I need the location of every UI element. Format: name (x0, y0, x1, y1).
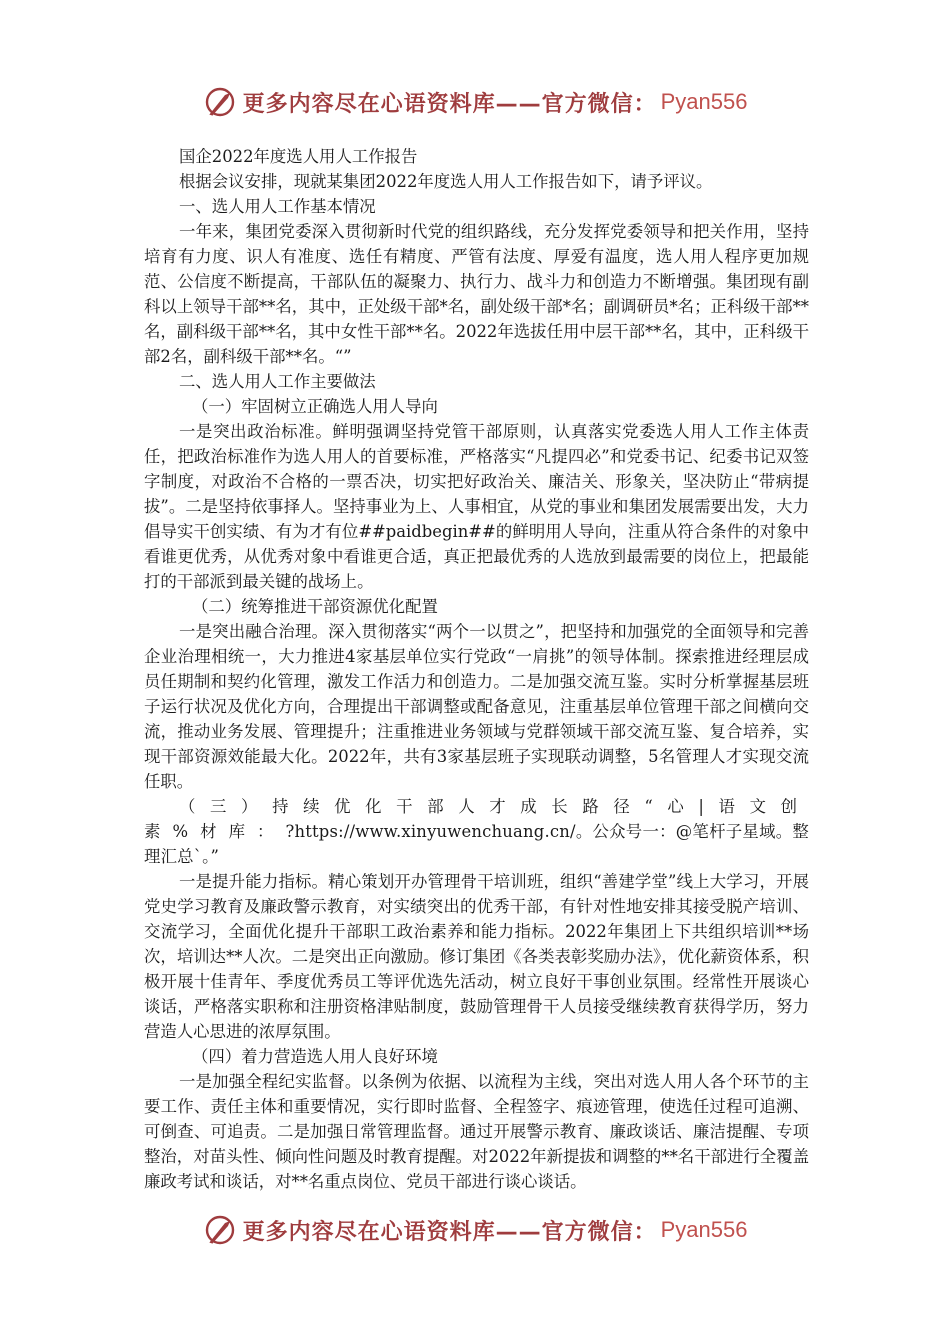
section-heading-1: 一、选人用人工作基本情况 (179, 197, 376, 216)
pen-circle-logo-icon (203, 85, 237, 119)
paragraph-3: 一是突出融合治理。深入贯彻落实“两个一以贯之”，把坚持和加强党的全面领导和完善企业治理相统一，大力推进4家基层单位实行党政“一肩挑”的领导体制。探索推进经理层成员任期制和契约化管理，激发工作活力和创造力。二是加强交流互鉴。实时分析掌握基层班子运行状况及优化方向，合理提出干部调整或配备意见，注重基层单位管理干部之间横向交流，推动业务发展、管理提升；注重推进业务领域与党群领域干部交流互鉴、复合培养，实现干部资源效能最大化。2022年，共有3家基层班子实现联动调整，5名管理人才实现交流任职。 (144, 622, 809, 791)
footer-banner (0, 1208, 950, 1252)
subsection-heading-3 (144, 794, 809, 869)
header-banner (0, 80, 950, 124)
banner-text: 更多内容尽在心语资料库——官方微信： (242, 91, 657, 117)
banner-wechat-id: Pyan556 (660, 1217, 748, 1242)
pen-circle-logo-icon (203, 1213, 237, 1247)
subsection-heading-3-b: ?https://www.xinyuwenchuang.cn/。公众号一：@笔杆子星域。整理汇总`。” (144, 822, 809, 866)
intro-paragraph: 根据会议安排，现就某集团2022年度选人用人工作报告如下，请予评议。 (179, 172, 713, 191)
paragraph-2: 一是突出政治标准。鲜明强调坚持党管干部原则，认真落实党委选人用人工作主体责任，把政治标准作为选人用人的首要标准，严格落实“凡提四必”和党委书记、纪委书记双签字制度，对政治不合格的一票否决，切实把好政治关、廉洁关、形象关，坚决防止“带病提拔”。二是坚持依事择人。坚持事业为上、人事相宜，从党的事业和集团发展需要出发，大力倡导实干创实绩、有为才有位##paidbegin##的鲜明用人导向，注重从符合条件的对象中看谁更优秀，从优秀对象中看谁更合适，真正把最优秀的人选放到最需要的岗位上，把最能打的干部派到最关键的战场上。 (144, 422, 809, 591)
paragraph-1: 一年来，集团党委深入贯彻新时代党的组织路线，充分发挥党委领导和把关作用，坚持培育有力度、识人有准度、选任有精度、严管有法度、厚爱有温度，选人用人程序更加规范、公信度不断提高，干部队伍的凝聚力、执行力、战斗力和创造力不断增强。集团现有副科以上领导干部**名，其中，正处级干部*名，副处级干部*名；副调研员*名；正科级干部**名，副科级干部**名，其中女性干部**名。2022年选拔任用中层干部**名，其中，正科级干部2名，副科级干部**名。“” (144, 222, 809, 366)
document-body (144, 144, 809, 1194)
subsection-heading-2: （二）统筹推进干部资源优化配置 (192, 597, 438, 616)
paragraph-5: 一是加强全程纪实监督。以条例为依据、以流程为主线，突出对选人用人各个环节的主要工作、责任主体和重要情况，实行即时监督、全程签字、痕迹管理，使选任过程可追溯、可倒查、可追责。二是加强日常管理监督。通过开展警示教育、廉政谈话、廉洁提醒、专项整治，对苗头性、倾向性问题及时教育提醒。对2022年新提拔和调整的**名干部进行全覆盖廉政考试和谈话，对**名重点岗位、党员干部进行谈心谈话。 (144, 1072, 809, 1191)
subsection-heading-4: （四）着力营造选人用人良好环境 (192, 1047, 438, 1066)
section-heading-2: 二、选人用人工作主要做法 (179, 372, 376, 391)
subsection-heading-3-a: （三）持续优化干部人才成长路径“心|语文创素%材库： (144, 797, 809, 841)
subsection-heading-1: （一）牢固树立正确选人用人导向 (192, 397, 438, 416)
paragraph-4: 一是提升能力指标。精心策划开办管理骨干培训班，组织“善建学堂”线上大学习，开展党史学习教育及廉政警示教育，对实绩突出的优秀干部，有针对性地安排其接受脱产培训、交流学习，全面优化提升干部职工政治素养和能力指标。2022年集团上下共组织培训**场次，培训达**人次。二是突出正向激励。修订集团《各类表彰奖励办法》，优化薪资体系，积极开展十佳青年、季度优秀员工等评优选先活动，树立良好干事创业氛围。经常性开展谈心谈话，严格落实职称和注册资格津贴制度，鼓励管理骨干人员接受继续教育获得学历，努力营造人心思进的浓厚氛围。 (144, 872, 809, 1041)
banner-wechat-id: Pyan556 (660, 89, 748, 114)
banner-text: 更多内容尽在心语资料库——官方微信： (242, 1219, 657, 1245)
document-title: 国企2022年度选人用人工作报告 (179, 147, 418, 166)
